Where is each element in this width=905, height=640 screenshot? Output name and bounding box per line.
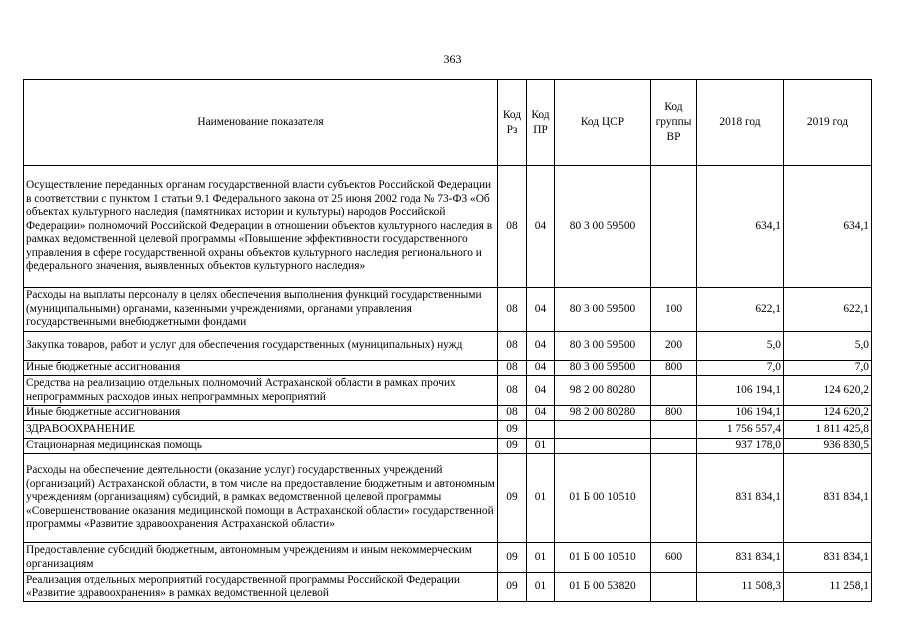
row-csr: 80 3 00 59500 [555, 361, 651, 376]
row-pr: 04 [527, 332, 555, 361]
row-name: Средства на реализацию отдельных полномочий Астраханской области в рамках прочих непрограммных расходов иных непрограммных мероприятий [24, 376, 498, 406]
row-vr: 800 [651, 406, 697, 421]
row-name: ЗДРАВООХРАНЕНИЕ [24, 421, 498, 439]
table-row [24, 421, 872, 439]
row-2019: 124 620,2 [784, 406, 872, 421]
row-pr: 04 [527, 166, 555, 288]
header-vr: Код группы ВР [651, 80, 697, 166]
row-csr: 01 Б 00 10510 [555, 543, 651, 573]
row-csr: 01 Б 00 53820 [555, 573, 651, 602]
table-row [24, 376, 872, 406]
page-number: 363 [443, 52, 462, 66]
row-csr: 01 Б 00 10510 [555, 454, 651, 543]
row-rz: 09 [498, 439, 527, 454]
row-csr: 80 3 00 59500 [555, 288, 651, 332]
row-name: Стационарная медицинская помощь [24, 439, 498, 454]
row-2019: 831 834,1 [784, 543, 872, 573]
row-2018: 5,0 [697, 332, 784, 361]
row-vr: 600 [651, 543, 697, 573]
header-2018: 2018 год [697, 80, 784, 166]
row-pr [527, 421, 555, 439]
row-rz: 08 [498, 288, 527, 332]
row-2018: 106 194,1 [697, 376, 784, 406]
row-pr: 04 [527, 288, 555, 332]
row-2018: 937 178,0 [697, 439, 784, 454]
row-2018: 1 756 557,4 [697, 421, 784, 439]
row-2019: 1 811 425,8 [784, 421, 872, 439]
row-vr: 800 [651, 361, 697, 376]
budget-table [23, 79, 872, 602]
row-2019: 7,0 [784, 361, 872, 376]
header-rz: Код Рз [498, 80, 527, 166]
table-row [24, 361, 872, 376]
row-vr: 200 [651, 332, 697, 361]
header-csr: Код ЦСР [555, 80, 651, 166]
table-row [24, 288, 872, 332]
row-csr: 80 3 00 59500 [555, 332, 651, 361]
row-csr [555, 421, 651, 439]
row-pr: 04 [527, 376, 555, 406]
row-rz: 08 [498, 166, 527, 288]
row-2018: 11 508,3 [697, 573, 784, 602]
row-2019: 124 620,2 [784, 376, 872, 406]
header-pr: Код ПР [527, 80, 555, 166]
row-2018: 106 194,1 [697, 406, 784, 421]
row-rz: 09 [498, 543, 527, 573]
table-row [24, 439, 872, 454]
row-rz: 08 [498, 376, 527, 406]
header-2019: 2019 год [784, 80, 872, 166]
row-name: Расходы на обеспечение деятельности (оказание услуг) государственных учреждений (организаций) Астраханской области, в том числе на предоставление бюджетным и автономным учреждениям (организациям) субсидий, в рамках ведомственной целевой программы «Совершенствование оказания медицинской помощи в Астраханской области» государственной программы «Развитие здравоохранения Астраханской области» [24, 454, 498, 543]
table-row [24, 166, 872, 288]
row-2019: 5,0 [784, 332, 872, 361]
row-2018: 622,1 [697, 288, 784, 332]
row-vr [651, 573, 697, 602]
header-name: Наименование показателя [24, 80, 498, 166]
row-vr [651, 421, 697, 439]
table-row [24, 332, 872, 361]
row-2019: 634,1 [784, 166, 872, 288]
row-vr: 100 [651, 288, 697, 332]
row-name: Осуществление переданных органам государственной власти субъектов Российской Федерации в соответствии с пунктом 1 статьи 9.1 Федерального закона от 25 июня 2002 года № 73-ФЗ «Об объектах культурного наследия (памятниках истории и культуры) народов Российской Федерации» полномочий Российской Федерации в отношении объектов культурного наследия в рамках ведомственной целевой программы «Повышение эффективности государственного управления в сфере государственной охраны объектов культурного наследия регионального и федерального значения, выявленных объектов культурного наследия» [24, 166, 498, 288]
row-2019: 936 830,5 [784, 439, 872, 454]
row-vr [651, 166, 697, 288]
row-pr: 01 [527, 454, 555, 543]
row-rz: 08 [498, 332, 527, 361]
row-rz: 09 [498, 454, 527, 543]
row-csr: 98 2 00 80280 [555, 406, 651, 421]
row-csr: 80 3 00 59500 [555, 166, 651, 288]
row-vr [651, 454, 697, 543]
row-rz: 08 [498, 406, 527, 421]
row-name: Иные бюджетные ассигнования [24, 406, 498, 421]
row-rz: 09 [498, 573, 527, 602]
row-pr: 01 [527, 439, 555, 454]
table-row [24, 406, 872, 421]
row-rz: 08 [498, 361, 527, 376]
row-name: Закупка товаров, работ и услуг для обеспечения государственных (муниципальных) нужд [24, 332, 498, 361]
table-row [24, 573, 872, 602]
row-vr [651, 376, 697, 406]
table-row [24, 454, 872, 543]
row-2018: 831 834,1 [697, 454, 784, 543]
row-name: Расходы на выплаты персоналу в целях обеспечения выполнения функций государственными (муниципальными) органами, казенными учреждениями, органами управления государственными внебюджетными фондами [24, 288, 498, 332]
row-2018: 7,0 [697, 361, 784, 376]
row-2019: 831 834,1 [784, 454, 872, 543]
row-rz: 09 [498, 421, 527, 439]
row-csr: 98 2 00 80280 [555, 376, 651, 406]
row-vr [651, 439, 697, 454]
row-pr: 01 [527, 573, 555, 602]
table-row [24, 543, 872, 573]
row-2018: 831 834,1 [697, 543, 784, 573]
row-name: Реализация отдельных мероприятий государственной программы Российской Федерации «Развитие здравоохранения» в рамках ведомственной целевой [24, 573, 498, 602]
row-name: Предоставление субсидий бюджетным, автономным учреждениям и иным некоммерческим организациям [24, 543, 498, 573]
row-pr: 01 [527, 543, 555, 573]
row-name: Иные бюджетные ассигнования [24, 361, 498, 376]
row-pr: 04 [527, 406, 555, 421]
row-pr: 04 [527, 361, 555, 376]
row-csr [555, 439, 651, 454]
row-2019: 622,1 [784, 288, 872, 332]
row-2019: 11 258,1 [784, 573, 872, 602]
table-header-row [24, 80, 872, 166]
row-2018: 634,1 [697, 166, 784, 288]
